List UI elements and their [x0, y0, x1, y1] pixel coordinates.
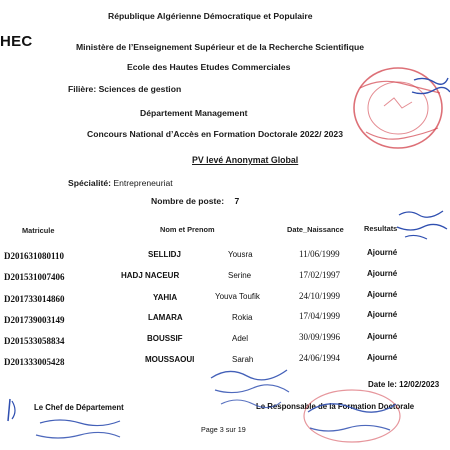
table-row-resultat: Ajourné — [367, 353, 398, 362]
departement-line: Département Management — [140, 108, 248, 118]
page-title: PV levé Anonymat Global — [192, 155, 299, 165]
table-row-prenom: Yousra — [228, 250, 253, 259]
specialite — [68, 178, 173, 188]
table-row-nom: BOUSSIF — [147, 334, 183, 343]
table-row-nom: LAMARA — [148, 313, 183, 322]
table-row-date: 24/06/1994 — [299, 353, 341, 363]
table-row-resultat: Ajourné — [367, 248, 398, 257]
table-row-prenom: Rokia — [232, 313, 253, 322]
table-row-matricule: D201531007406 — [4, 272, 65, 282]
col-header-resultats: Resultats — [364, 224, 398, 233]
responsable-formation-label: Le Responsable de la Formation Doctorale — [256, 402, 415, 411]
table-row-matricule: D201733014860 — [4, 294, 65, 304]
table-row-matricule: D201533058834 — [4, 336, 65, 346]
table-row-nom: MOUSSAOUI — [145, 355, 195, 364]
table-row-matricule: D201739003149 — [4, 315, 65, 325]
table-row-prenom: Adel — [232, 334, 249, 343]
table-row-date: 17/04/1999 — [299, 311, 341, 321]
table-row-nom: HADJ NACEUR — [121, 271, 180, 280]
postes-value: 7 — [234, 196, 240, 206]
table-row-date: 24/10/1999 — [299, 291, 341, 301]
document-date: Date le: 12/02/2023 — [368, 380, 440, 389]
concours-line: Concours National d’Accès en Formation Doctorale 2022/ 2023 — [87, 129, 343, 139]
col-header-date: Date_Naissance — [287, 225, 344, 234]
postes-label: Nombre de poste: — [151, 196, 225, 206]
chef-departement-label: Le Chef de Département — [34, 403, 124, 412]
page-number: Page 3 sur 19 — [201, 425, 246, 434]
ministry-line: Ministère de l’Enseignement Supérieur et de la Recherche Scientifique — [76, 42, 364, 52]
table-row-date: 17/02/1997 — [299, 270, 341, 280]
col-header-matricule: Matricule — [22, 226, 55, 235]
blue-stamp-icon — [410, 70, 450, 110]
specialite-label: Spécialité: — [68, 178, 111, 188]
school-line: Ecole des Hautes Etudes Commerciales — [127, 62, 291, 72]
right-red-stamp-icon — [292, 382, 412, 450]
table-row-resultat: Ajourné — [367, 332, 398, 341]
blue-signature-icon — [395, 205, 450, 245]
table-row-date: 30/09/1996 — [299, 332, 341, 342]
col-header-nom: Nom et Prenom — [160, 225, 215, 234]
table-row-matricule: D201631080110 — [4, 251, 65, 261]
table-row-resultat: Ajourné — [367, 290, 398, 299]
table-row-prenom: Youva Toufik — [215, 292, 260, 301]
table-row-resultat: Ajourné — [367, 310, 398, 319]
table-row-date: 11/06/1999 — [299, 249, 340, 259]
center-signature-icon — [205, 360, 305, 420]
table-row-nom: SELLIDJ — [148, 250, 181, 259]
table-row-nom: YAHIA — [153, 293, 178, 302]
table-row-matricule: D201333005428 — [4, 357, 65, 367]
left-signature-icon — [0, 395, 130, 450]
table-row-resultat: Ajourné — [367, 269, 398, 278]
nombre-postes — [151, 196, 239, 206]
table-row-prenom: Sarah — [232, 355, 254, 364]
red-seal-icon — [340, 48, 450, 178]
republic-line: République Algérienne Démocratique et Populaire — [108, 11, 313, 21]
table-row-prenom: Serine — [228, 271, 252, 280]
hec-logo: HEC — [0, 33, 33, 50]
filiere-line: Filière: Sciences de gestion — [68, 84, 182, 94]
specialite-value: Entrepreneuriat — [113, 178, 173, 188]
